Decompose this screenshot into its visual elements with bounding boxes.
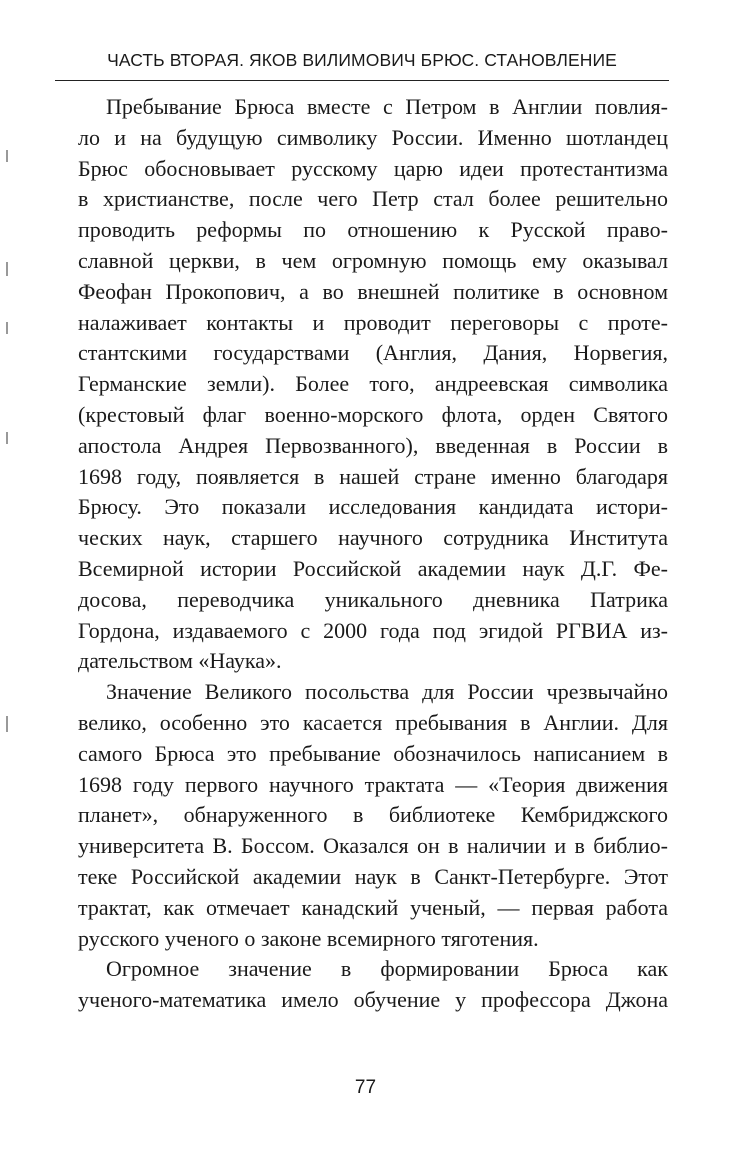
- text-line: 1698 году, появляется в нашей стране именно благодаря: [78, 463, 668, 489]
- text-line: дательством «Наука».: [78, 648, 282, 674]
- text-line: (крестовый флаг военно-морского флота, орден Святого: [78, 401, 668, 427]
- running-head: ЧАСТЬ ВТОРАЯ. ЯКОВ ВИЛИМОВИЧ БРЮС. СТАНОВЛЕНИЕ: [107, 50, 617, 70]
- text-line: ческих наук, старшего научного сотрудника Института: [78, 525, 668, 551]
- text-line: налаживает контакты и проводит переговоры с проте-: [78, 309, 668, 335]
- text-line: Брюсу. Это показали исследования кандидата истори-: [78, 494, 668, 520]
- text-line: 1698 году первого научного трактата — «Теория движения: [78, 771, 668, 797]
- text-line: Всемирной истории Российской академии наук Д.Г. Фе-: [78, 555, 668, 581]
- text-line: ло и на будущую символику России. Именно шотландец: [78, 124, 668, 150]
- text-line: самого Брюса это пребывание обозначилось написанием в: [78, 740, 668, 766]
- text-line: Феофан Прокопович, а во внешней политике в основном: [78, 278, 668, 304]
- text-line: досова, переводчика уникального дневника Патрика: [78, 586, 668, 612]
- scan-edge-mark: [6, 716, 8, 732]
- scan-edge-mark: [6, 432, 8, 444]
- text-line: Германские земли). Более того, андреевская символика: [78, 371, 668, 397]
- text-line: Пребывание Брюса вместе с Петром в Англии повлия-: [106, 94, 668, 119]
- scan-edge-mark: [6, 322, 8, 334]
- scan-edge-mark: [6, 262, 8, 276]
- text-line: русского ученого о законе всемирного тяготения.: [78, 925, 539, 951]
- paragraph-2: [78, 677, 668, 954]
- text-line: ученого-математика имело обучение у профессора Джона: [78, 987, 668, 1013]
- scan-edge-mark: [6, 150, 8, 162]
- text-line: стантскими государствами (Англия, Дания, Норвегия,: [78, 340, 668, 366]
- text-line: велико, особенно это касается пребывания в Англии. Для: [78, 709, 668, 735]
- text-line: университета В. Боссом. Оказался он в наличии и в библио-: [78, 833, 668, 859]
- text-line: проводить реформы по отношению к Русской право-: [78, 217, 668, 243]
- paragraph-1: [78, 92, 668, 677]
- text-line: планет», обнаруженного в библиотеке Кембриджского: [78, 802, 668, 828]
- text-line: теке Российской академии наук в Санкт-Петербурге. Этот: [78, 863, 668, 889]
- text-line: славной церкви, в чем огромную помощь ему оказывал: [78, 247, 668, 273]
- body-text: [78, 92, 668, 1016]
- text-line: Брюс обосновывает русскому царю идеи протестантизма: [78, 155, 668, 181]
- text-line: апостола Андрея Первозванного), введенная в России в: [78, 432, 668, 458]
- paragraph-3: [78, 954, 668, 1016]
- page-number: 77: [354, 1077, 377, 1098]
- text-line: Огромное значение в формировании Брюса как: [106, 956, 668, 982]
- text-line: Значение Великого посольства для России чрезвычайно: [106, 679, 668, 705]
- header-rule: [55, 80, 669, 81]
- text-line: трактат, как отмечает канадский ученый, — первая работа: [78, 894, 668, 920]
- text-line: в христианстве, после чего Петр стал более решительно: [78, 186, 668, 212]
- text-line: Гордона, издаваемого с 2000 года под эгидой РГВИА из-: [78, 617, 668, 643]
